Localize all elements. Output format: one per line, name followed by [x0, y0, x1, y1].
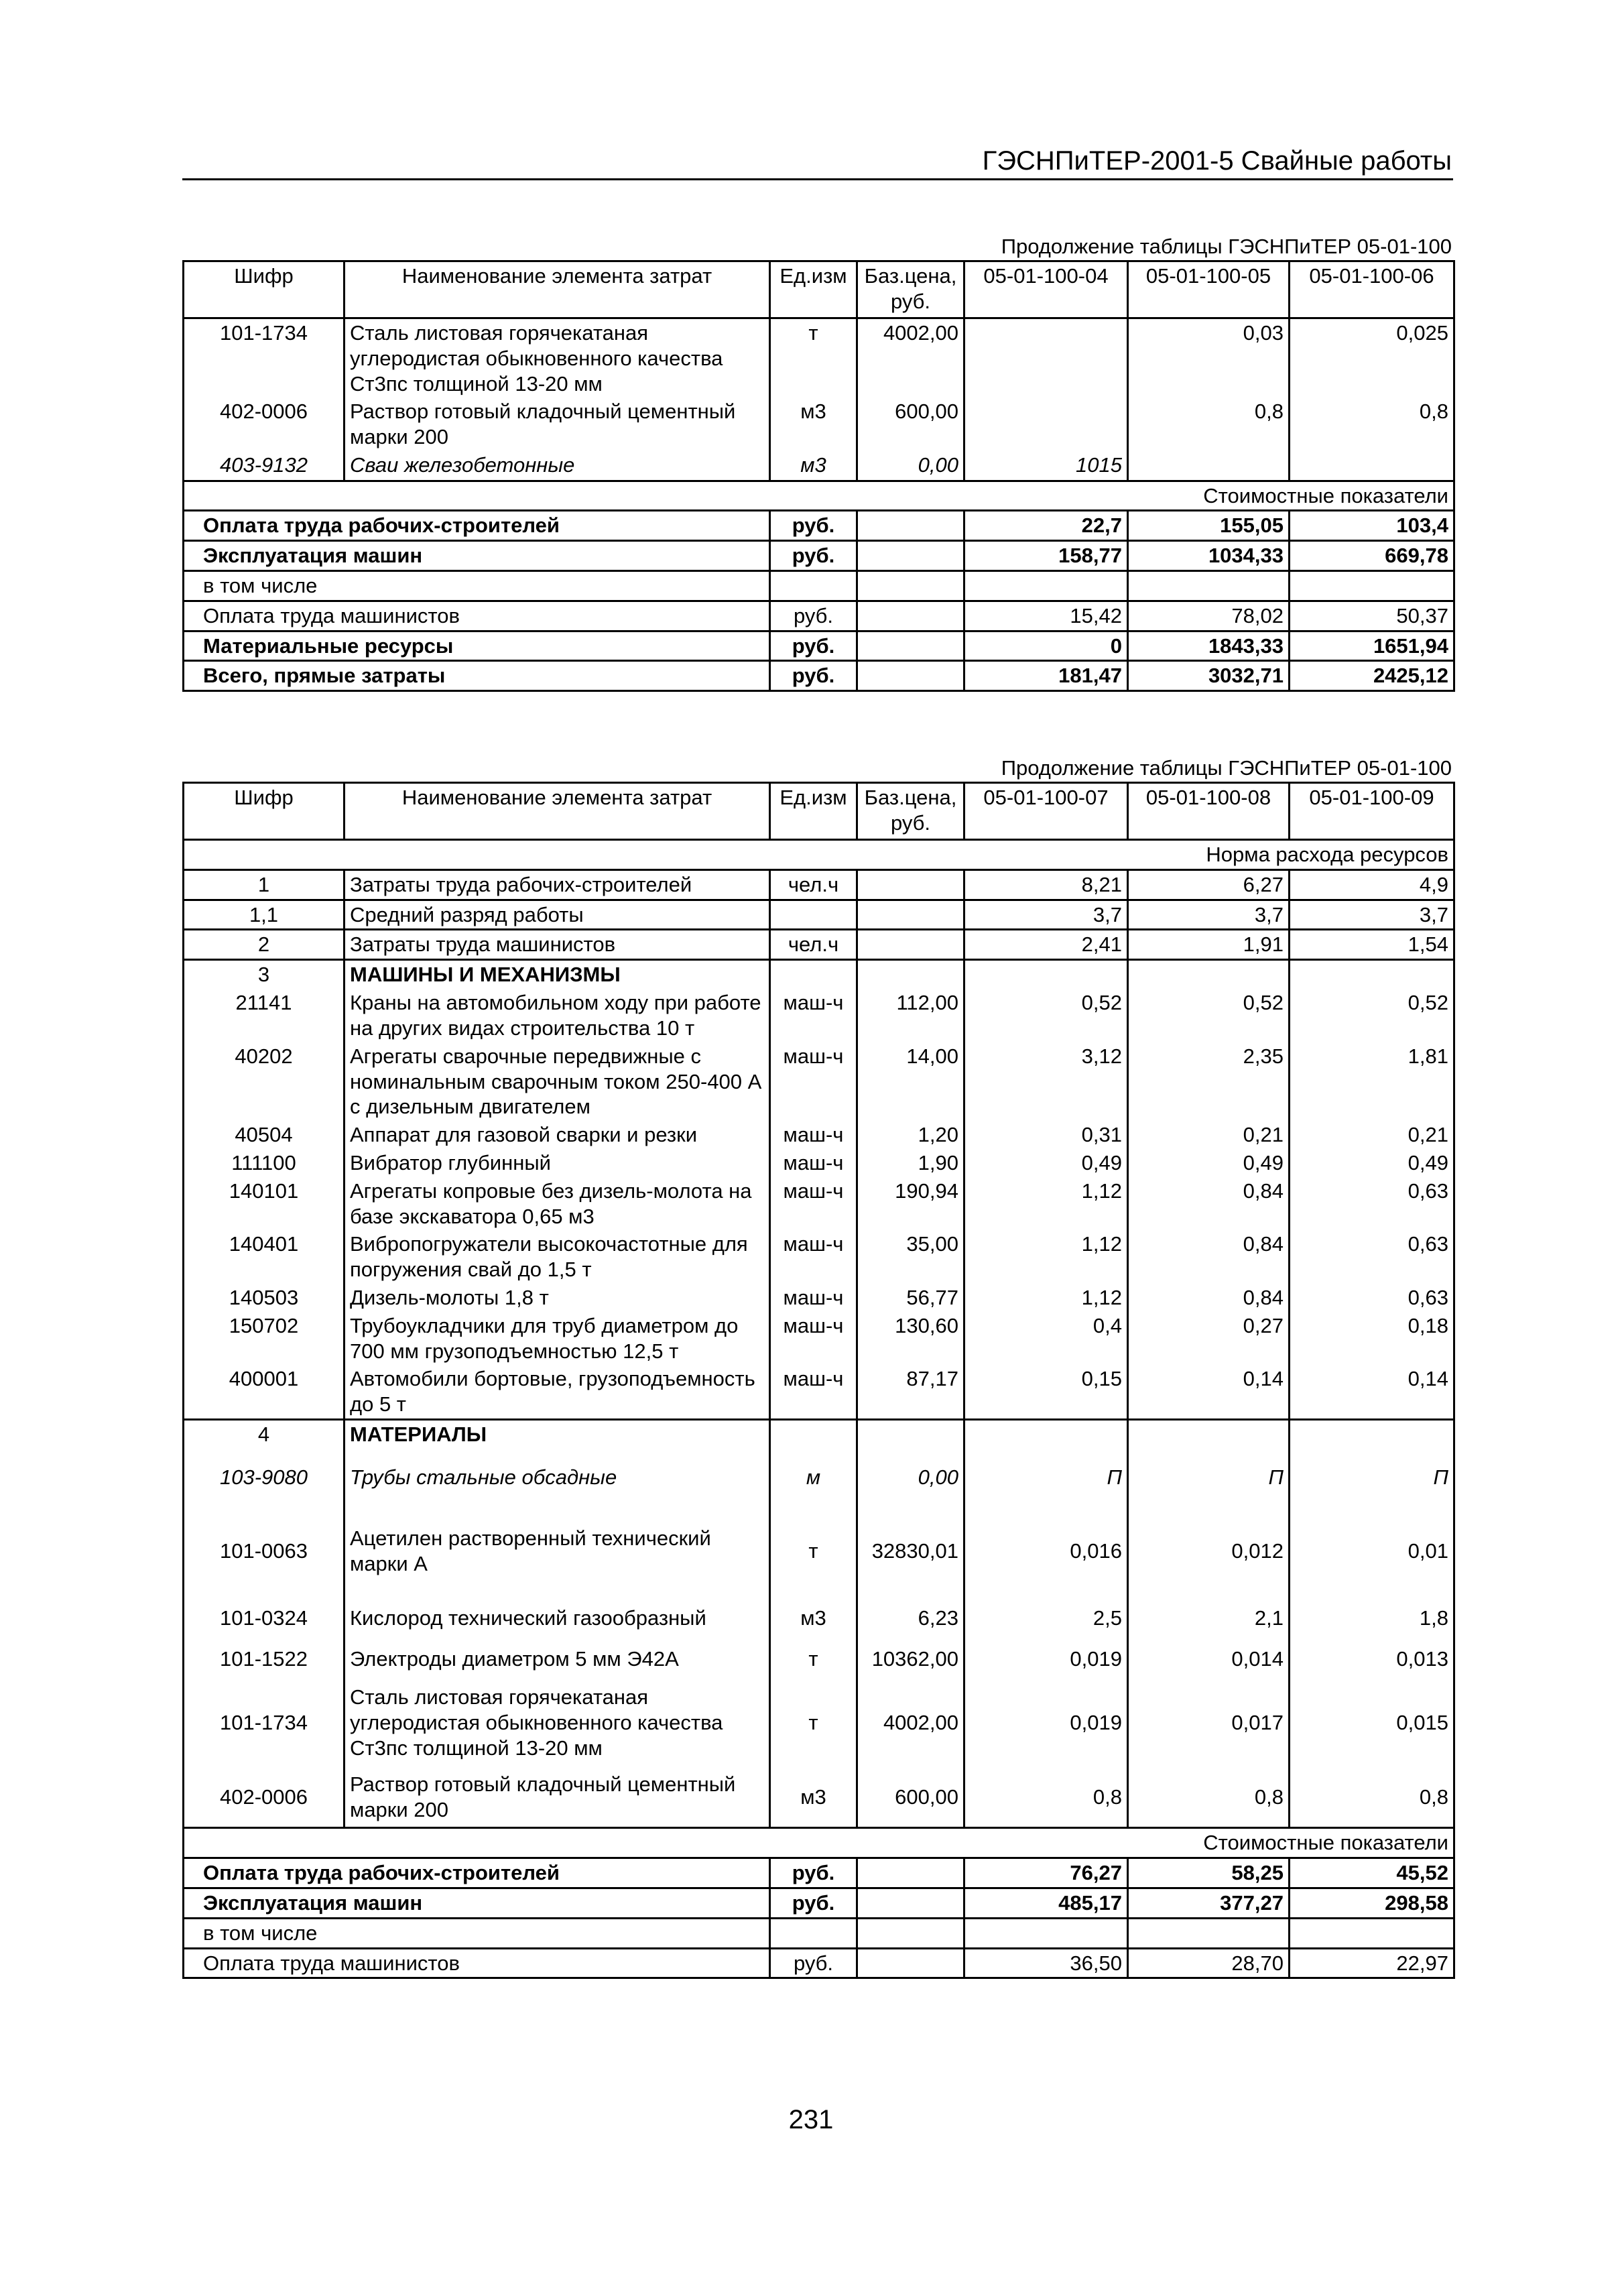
row-price: [857, 900, 964, 930]
row-value-1: [964, 318, 1128, 398]
row-name: Электроды диаметром 5 мм Э42А: [345, 1640, 770, 1678]
row-code: 111100: [184, 1149, 345, 1177]
table-row: [184, 1284, 1454, 1312]
row-unit: маш-ч: [770, 1230, 857, 1284]
machines-section: [184, 960, 1454, 989]
table-row: [184, 869, 1454, 900]
row-value-3: 4,9: [1290, 869, 1454, 900]
row-value-3: 1,8: [1290, 1596, 1454, 1640]
row-value-2: [1128, 451, 1290, 481]
cost-value-1: 76,27: [964, 1858, 1128, 1888]
row-value-1: 0,15: [964, 1365, 1128, 1419]
table2: [182, 782, 1455, 1979]
cost-value-3: 669,78: [1290, 541, 1454, 571]
cost-value-3: 22,97: [1290, 1948, 1454, 1978]
row-name: Ацетилен растворенный технический марки А: [345, 1506, 770, 1596]
row-price: 0,00: [857, 1449, 964, 1506]
row-value-2: 0,8: [1128, 398, 1290, 451]
row-price: 130,60: [857, 1312, 964, 1366]
table-row: [184, 930, 1454, 960]
row-name: Трубы стальные обсадные: [345, 1449, 770, 1506]
table-row: [184, 1596, 1454, 1640]
table1: [182, 260, 1455, 692]
table2-caption: Продолжение таблицы ГЭСНПиТЕР 05-01-100: [1001, 756, 1452, 780]
materials-section-empty: [964, 1420, 1128, 1449]
row-value-3: [1290, 451, 1454, 481]
row-code: 2: [184, 930, 345, 960]
row-value-3: 0,18: [1290, 1312, 1454, 1366]
row-code: 101-0063: [184, 1506, 345, 1596]
row-code: 101-1734: [184, 1678, 345, 1768]
cost-value-3: 2425,12: [1290, 661, 1454, 691]
materials-section-code: 4: [184, 1420, 345, 1449]
cost-value-1: 0: [964, 631, 1128, 661]
machines-section-code: 3: [184, 960, 345, 989]
cost-section-label: Стоимостные показатели: [184, 1828, 1454, 1858]
row-name: Раствор готовый кладочный цементный марки 200: [345, 398, 770, 451]
row-value-1: 8,21: [964, 869, 1128, 900]
row-name: Кислород технический газообразный: [345, 1596, 770, 1640]
row-code: 1,1: [184, 900, 345, 930]
cost-value-1: 485,17: [964, 1888, 1128, 1919]
machines-section-empty: [857, 960, 964, 989]
cost-empty: [857, 1918, 964, 1948]
row-unit: т: [770, 1678, 857, 1768]
row-value-2: 1,91: [1128, 930, 1290, 960]
table-row: [184, 1449, 1454, 1506]
cost-value-3: 103,4: [1290, 511, 1454, 541]
row-price: 1,20: [857, 1121, 964, 1149]
page-number: 231: [788, 2105, 834, 2134]
cost-row: [184, 571, 1454, 601]
row-value-2: 2,1: [1128, 1596, 1290, 1640]
row-name: Затраты труда рабочих-строителей: [345, 869, 770, 900]
row-value-1: 0,016: [964, 1506, 1128, 1596]
table-header-row: [184, 261, 1454, 318]
cost-row: [184, 511, 1454, 541]
row-price: 4002,00: [857, 1678, 964, 1768]
row-value-1: П: [964, 1449, 1128, 1506]
cost-empty: [857, 1948, 964, 1978]
cost-section: [184, 1828, 1454, 1858]
row-unit: м3: [770, 1768, 857, 1828]
row-name: Затраты труда машинистов: [345, 930, 770, 960]
cost-empty: [857, 1858, 964, 1888]
cost-value-1: 158,77: [964, 541, 1128, 571]
cost-value-1: 15,42: [964, 601, 1128, 631]
cost-value-2: 1034,33: [1128, 541, 1290, 571]
column-header-code: Шифр: [184, 783, 345, 840]
cost-value-1: 36,50: [964, 1948, 1128, 1978]
row-unit: т: [770, 1640, 857, 1678]
row-unit: чел.ч: [770, 869, 857, 900]
row-unit: т: [770, 1506, 857, 1596]
cost-value-2: 377,27: [1128, 1888, 1290, 1919]
row-value-2: 6,27: [1128, 869, 1290, 900]
row-value-3: 0,8: [1290, 1768, 1454, 1828]
materials-section-empty: [857, 1420, 964, 1449]
page-header-title: ГЭСНПиТЕР-2001-5 Свайные работы: [982, 146, 1452, 176]
row-value-1: 3,12: [964, 1042, 1128, 1121]
cost-name: Эксплуатация машин: [184, 541, 770, 571]
cost-row: [184, 661, 1454, 691]
row-unit: маш-ч: [770, 1365, 857, 1419]
cost-unit: руб.: [770, 1858, 857, 1888]
machines-section-title: МАШИНЫ И МЕХАНИЗМЫ: [345, 960, 770, 989]
column-header-unit: Ед.изм: [770, 261, 857, 318]
column-header-code-3: 05-01-100-09: [1290, 783, 1454, 840]
row-code: 400001: [184, 1365, 345, 1419]
cost-name: Материальные ресурсы: [184, 631, 770, 661]
row-code: 402-0006: [184, 398, 345, 451]
table-row: [184, 1121, 1454, 1149]
row-value-1: 0,49: [964, 1149, 1128, 1177]
row-unit: маш-ч: [770, 1042, 857, 1121]
cost-name: Оплата труда машинистов: [184, 1948, 770, 1978]
row-code: 103-9080: [184, 1449, 345, 1506]
cost-unit: руб.: [770, 1948, 857, 1978]
row-value-2: П: [1128, 1449, 1290, 1506]
row-value-1: 2,41: [964, 930, 1128, 960]
row-code: 1: [184, 869, 345, 900]
row-price: 87,17: [857, 1365, 964, 1419]
row-price: 6,23: [857, 1596, 964, 1640]
row-name: Средний разряд работы: [345, 900, 770, 930]
cost-value-2: 28,70: [1128, 1948, 1290, 1978]
materials-section-empty: [770, 1420, 857, 1449]
cost-row: [184, 1948, 1454, 1978]
row-price: 190,94: [857, 1177, 964, 1231]
machines-section-empty: [770, 960, 857, 989]
row-unit: м3: [770, 398, 857, 451]
cost-name: Всего, прямые затраты: [184, 661, 770, 691]
row-name: Вибратор глубинный: [345, 1149, 770, 1177]
row-code: 402-0006: [184, 1768, 345, 1828]
column-header-name: Наименование элемента затрат: [345, 783, 770, 840]
materials-section-empty: [1128, 1420, 1290, 1449]
cost-name: в том числе: [184, 571, 770, 601]
row-value-3: 0,52: [1290, 989, 1454, 1042]
materials-section-empty: [1290, 1420, 1454, 1449]
table-row: [184, 1365, 1454, 1419]
cost-name: Эксплуатация машин: [184, 1888, 770, 1919]
row-value-3: 0,63: [1290, 1177, 1454, 1231]
table-row: [184, 318, 1454, 398]
cost-unit: руб.: [770, 661, 857, 691]
row-unit: т: [770, 318, 857, 398]
row-value-3: 0,63: [1290, 1230, 1454, 1284]
cost-row: [184, 1888, 1454, 1919]
cost-section: [184, 481, 1454, 511]
table-row: [184, 1042, 1454, 1121]
cost-empty: [857, 571, 964, 601]
row-code: 403-9132: [184, 451, 345, 481]
row-value-2: 0,84: [1128, 1177, 1290, 1231]
row-value-1: 1,12: [964, 1230, 1128, 1284]
row-value-2: 0,27: [1128, 1312, 1290, 1366]
row-value-1: 1,12: [964, 1177, 1128, 1231]
cost-unit: руб.: [770, 631, 857, 661]
cost-empty: [857, 511, 964, 541]
cost-empty: [857, 631, 964, 661]
row-value-1: 1015: [964, 451, 1128, 481]
row-value-2: 2,35: [1128, 1042, 1290, 1121]
row-value-1: 0,31: [964, 1121, 1128, 1149]
cost-section-label: Стоимостные показатели: [184, 481, 1454, 511]
table-row: [184, 1177, 1454, 1231]
cost-value-2: 155,05: [1128, 511, 1290, 541]
row-value-1: 2,5: [964, 1596, 1128, 1640]
cost-value-2: 78,02: [1128, 601, 1290, 631]
row-name: Трубоукладчики для труб диаметром до 700 мм грузоподъемностью 12,5 т: [345, 1312, 770, 1366]
row-price: 4002,00: [857, 318, 964, 398]
row-value-3: 0,14: [1290, 1365, 1454, 1419]
table-row: [184, 1768, 1454, 1828]
row-value-3: 0,8: [1290, 398, 1454, 451]
column-header-name: Наименование элемента затрат: [345, 261, 770, 318]
cost-unit: [770, 1918, 857, 1948]
row-unit: маш-ч: [770, 1312, 857, 1366]
row-value-2: 3,7: [1128, 900, 1290, 930]
cost-name: Оплата труда рабочих-строителей: [184, 511, 770, 541]
column-header-code-1: 05-01-100-04: [964, 261, 1128, 318]
row-value-3: 1,81: [1290, 1042, 1454, 1121]
row-value-2: 0,03: [1128, 318, 1290, 398]
machines-section-empty: [1290, 960, 1454, 989]
row-code: 40202: [184, 1042, 345, 1121]
cost-value-1: [964, 571, 1128, 601]
row-value-1: 1,12: [964, 1284, 1128, 1312]
table-row: [184, 900, 1454, 930]
row-value-2: 0,49: [1128, 1149, 1290, 1177]
cost-value-2: [1128, 1918, 1290, 1948]
row-name: Сталь листовая горячекатаная углеродистая обыкновенного качества Ст3пс толщиной 13-20 мм: [345, 318, 770, 398]
row-value-3: 0,01: [1290, 1506, 1454, 1596]
cost-value-3: 1651,94: [1290, 631, 1454, 661]
cost-unit: руб.: [770, 541, 857, 571]
cost-unit: руб.: [770, 1888, 857, 1919]
row-value-2: 0,52: [1128, 989, 1290, 1042]
row-value-2: 0,8: [1128, 1768, 1290, 1828]
column-header-code-2: 05-01-100-05: [1128, 261, 1290, 318]
row-value-1: 0,019: [964, 1678, 1128, 1768]
row-value-3: 0,015: [1290, 1678, 1454, 1768]
cost-name: Оплата труда рабочих-строителей: [184, 1858, 770, 1888]
row-value-1: 0,52: [964, 989, 1128, 1042]
column-header-code-1: 05-01-100-07: [964, 783, 1128, 840]
row-name: Аппарат для газовой сварки и резки: [345, 1121, 770, 1149]
row-price: 0,00: [857, 451, 964, 481]
row-unit: маш-ч: [770, 1177, 857, 1231]
header-rule: [182, 178, 1453, 180]
cost-row: [184, 1918, 1454, 1948]
row-value-3: 3,7: [1290, 900, 1454, 930]
row-unit: м3: [770, 451, 857, 481]
row-value-2: 0,012: [1128, 1506, 1290, 1596]
row-price: 600,00: [857, 398, 964, 451]
norm-section-label: Норма расхода ресурсов: [184, 840, 1454, 870]
row-value-1: 0,4: [964, 1312, 1128, 1366]
cost-value-2: 1843,33: [1128, 631, 1290, 661]
cost-unit: руб.: [770, 601, 857, 631]
row-price: 600,00: [857, 1768, 964, 1828]
table-row: [184, 1230, 1454, 1284]
row-code: 140101: [184, 1177, 345, 1231]
table-row: [184, 451, 1454, 481]
row-value-2: 0,84: [1128, 1230, 1290, 1284]
row-value-3: 0,63: [1290, 1284, 1454, 1312]
row-unit: [770, 900, 857, 930]
row-value-3: 0,013: [1290, 1640, 1454, 1678]
row-code: 150702: [184, 1312, 345, 1366]
row-code: 40504: [184, 1121, 345, 1149]
table-row: [184, 1506, 1454, 1596]
cost-value-3: 50,37: [1290, 601, 1454, 631]
row-name: Агрегаты копровые без дизель-молота на базе экскаватора 0,65 м3: [345, 1177, 770, 1231]
row-value-3: П: [1290, 1449, 1454, 1506]
row-value-1: [964, 398, 1128, 451]
row-value-3: 0,49: [1290, 1149, 1454, 1177]
row-unit: маш-ч: [770, 1284, 857, 1312]
row-name: Вибропогружатели высокочастотные для погружения свай до 1,5 т: [345, 1230, 770, 1284]
cost-row: [184, 601, 1454, 631]
cost-empty: [857, 541, 964, 571]
materials-section: [184, 1420, 1454, 1449]
row-price: 112,00: [857, 989, 964, 1042]
row-price: 35,00: [857, 1230, 964, 1284]
row-unit: маш-ч: [770, 989, 857, 1042]
row-value-1: 0,8: [964, 1768, 1128, 1828]
row-value-3: 0,21: [1290, 1121, 1454, 1149]
column-header-price: Баз.цена, руб.: [857, 261, 964, 318]
row-name: Раствор готовый кладочный цементный марки 200: [345, 1768, 770, 1828]
table-row: [184, 1678, 1454, 1768]
column-header-code-3: 05-01-100-06: [1290, 261, 1454, 318]
column-header-price: Баз.цена, руб.: [857, 783, 964, 840]
cost-row: [184, 631, 1454, 661]
table-header-row: [184, 783, 1454, 840]
cost-empty: [857, 661, 964, 691]
row-unit: маш-ч: [770, 1121, 857, 1149]
cost-empty: [857, 601, 964, 631]
row-price: [857, 869, 964, 900]
cost-value-3: [1290, 571, 1454, 601]
cost-value-2: [1128, 571, 1290, 601]
row-name: Агрегаты сварочные передвижные с номинальным сварочным током 250-400 А с дизельным двигателем: [345, 1042, 770, 1121]
row-value-2: 0,014: [1128, 1640, 1290, 1678]
cost-value-1: 181,47: [964, 661, 1128, 691]
cost-value-1: 22,7: [964, 511, 1128, 541]
row-name: Сталь листовая горячекатаная углеродистая обыкновенного качества Ст3пс толщиной 13-20 мм: [345, 1678, 770, 1768]
table-row: [184, 989, 1454, 1042]
table-row: [184, 1640, 1454, 1678]
cost-row: [184, 1858, 1454, 1888]
row-value-2: 0,21: [1128, 1121, 1290, 1149]
table1-caption: Продолжение таблицы ГЭСНПиТЕР 05-01-100: [1001, 235, 1452, 258]
cost-unit: [770, 571, 857, 601]
materials-section-title: МАТЕРИАЛЫ: [345, 1420, 770, 1449]
row-value-2: 0,84: [1128, 1284, 1290, 1312]
row-price: 14,00: [857, 1042, 964, 1121]
row-name: Автомобили бортовые, грузоподъемность до 5 т: [345, 1365, 770, 1419]
row-unit: м: [770, 1449, 857, 1506]
table-row: [184, 1149, 1454, 1177]
machines-section-empty: [1128, 960, 1290, 989]
row-unit: маш-ч: [770, 1149, 857, 1177]
row-code: 101-0324: [184, 1596, 345, 1640]
cost-row: [184, 541, 1454, 571]
cost-value-3: 298,58: [1290, 1888, 1454, 1919]
cost-name: в том числе: [184, 1918, 770, 1948]
column-header-code-2: 05-01-100-08: [1128, 783, 1290, 840]
cost-value-2: 3032,71: [1128, 661, 1290, 691]
row-name: Сваи железобетонные: [345, 451, 770, 481]
table-row: [184, 398, 1454, 451]
cost-value-3: [1290, 1918, 1454, 1948]
row-name: Краны на автомобильном ходу при работе на других видах строительства 10 т: [345, 989, 770, 1042]
row-price: 1,90: [857, 1149, 964, 1177]
row-price: 56,77: [857, 1284, 964, 1312]
cost-value-3: 45,52: [1290, 1858, 1454, 1888]
row-code: 21141: [184, 989, 345, 1042]
cost-unit: руб.: [770, 511, 857, 541]
row-code: 140401: [184, 1230, 345, 1284]
norm-section: [184, 840, 1454, 870]
row-unit: м3: [770, 1596, 857, 1640]
row-unit: чел.ч: [770, 930, 857, 960]
row-price: 32830,01: [857, 1506, 964, 1596]
row-code: 140503: [184, 1284, 345, 1312]
column-header-unit: Ед.изм: [770, 783, 857, 840]
row-value-3: 0,025: [1290, 318, 1454, 398]
row-value-3: 1,54: [1290, 930, 1454, 960]
machines-section-empty: [964, 960, 1128, 989]
table-row: [184, 1312, 1454, 1366]
column-header-code: Шифр: [184, 261, 345, 318]
row-value-1: 3,7: [964, 900, 1128, 930]
row-value-2: 0,14: [1128, 1365, 1290, 1419]
row-name: Дизель-молоты 1,8 т: [345, 1284, 770, 1312]
row-value-2: 0,017: [1128, 1678, 1290, 1768]
row-price: [857, 930, 964, 960]
row-value-1: 0,019: [964, 1640, 1128, 1678]
cost-value-1: [964, 1918, 1128, 1948]
row-code: 101-1522: [184, 1640, 345, 1678]
row-price: 10362,00: [857, 1640, 964, 1678]
row-code: 101-1734: [184, 318, 345, 398]
cost-name: Оплата труда машинистов: [184, 601, 770, 631]
cost-empty: [857, 1888, 964, 1919]
cost-value-2: 58,25: [1128, 1858, 1290, 1888]
